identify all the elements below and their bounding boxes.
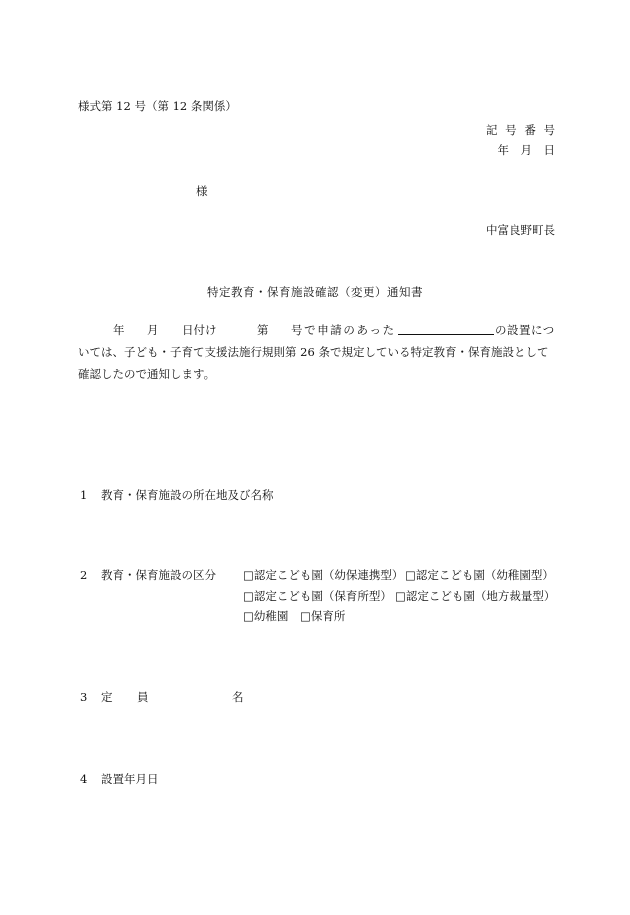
item-3-label-part-2: 員 (137, 690, 149, 704)
body-year: 年 (113, 323, 125, 337)
facility-name-blank-line (398, 322, 494, 335)
item-4-number: 4 (80, 772, 88, 786)
body-line-2: いては、子ども・子育て支援法施行規則第 26 条で規定している特定教育・保育施設として (78, 345, 549, 359)
item-2-number: 2 (80, 568, 88, 582)
item-3-unit: 名 (232, 690, 244, 704)
issue-date: 年 月 日 (497, 143, 555, 157)
reference-number: 記 号 番 号 (486, 123, 557, 137)
option-nursery-type-center: □認定こども園（保育所型） (243, 589, 392, 603)
body-day: 日付け (182, 323, 217, 337)
body-month: 月 (147, 323, 159, 337)
item-2-label: 教育・保育施設の区分 (101, 568, 216, 582)
option-nursery: □保育所 (300, 609, 346, 623)
document-title: 特定教育・保育施設確認（変更）通知書 (207, 285, 423, 299)
item-1-label: 教育・保育施設の所在地及び名称 (101, 488, 274, 502)
item-3-number: 3 (80, 690, 88, 704)
option-integrated-center: □認定こども園（幼保連携型） (243, 568, 404, 582)
body-after-blank: の設置につ (495, 323, 555, 337)
option-kindergarten: □幼稚園 (243, 609, 289, 623)
item-1-number: 1 (80, 488, 88, 502)
option-local-discretion-center: □認定こども園（地方裁量型） (395, 589, 556, 603)
addressee-honorific: 様 (196, 184, 208, 198)
body-line-3: 確認したので通知します。 (78, 367, 216, 381)
option-kindergarten-type-center: □認定こども園（幼稚園型） (405, 568, 554, 582)
body-number-prefix: 第 (257, 323, 269, 337)
sender-name: 中富良野町長 (486, 223, 555, 237)
item-4-label: 設置年月日 (101, 772, 159, 786)
form-number: 様式第 12 号（第 12 条関係） (78, 99, 237, 113)
item-3-label-part-1: 定 (101, 690, 113, 704)
body-number-suffix: 号で申請のあった (291, 323, 396, 337)
